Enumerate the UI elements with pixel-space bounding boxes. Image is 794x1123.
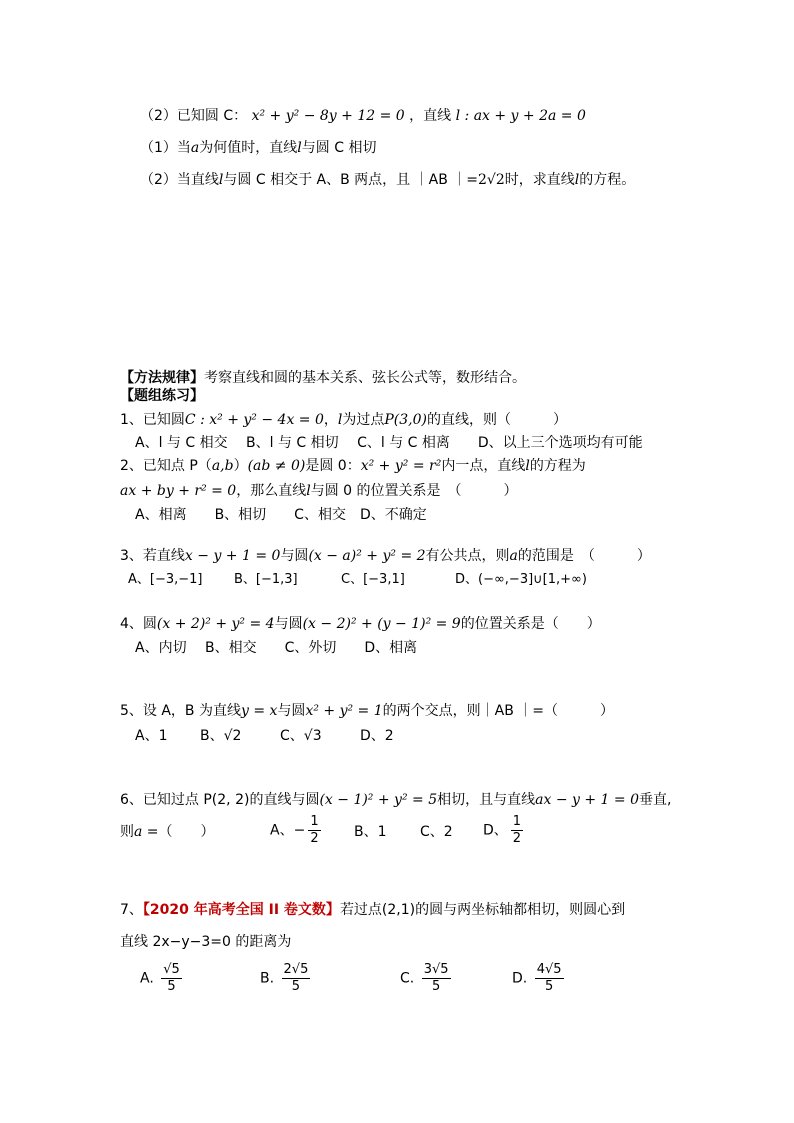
p6-line2-a: 则	[120, 824, 134, 840]
q2-sub2-b: 与圆 C 相交于 A、B 两点，且 ｜AB ｜=	[223, 172, 478, 188]
p5-stem-b: 与圆	[277, 703, 306, 719]
p6-stem	[120, 790, 671, 810]
practice-heading: 【题组练习】	[120, 388, 204, 404]
p3-stem-a: 3、若直线	[120, 548, 185, 564]
p2-condition: (ab ≠ 0)	[247, 458, 306, 474]
p7-opt-d-label: D.	[512, 970, 528, 987]
p7-opt-c-fraction	[422, 962, 451, 995]
p6-opt-a-num: 1	[310, 814, 319, 829]
p7-opt-c-label: C.	[400, 970, 415, 987]
p7-stem-a: 若过点(2,1)的圆与两坐标轴都相切，则圆心到	[339, 902, 626, 918]
method-line	[120, 368, 526, 388]
p2-stem-b: ）	[233, 458, 248, 474]
p7-stem	[120, 900, 625, 920]
p3-stem-c: 有公共点，则	[425, 548, 510, 564]
p7-opt-a	[140, 962, 185, 995]
p7-opt-d-num: 4√5	[536, 962, 562, 977]
p6-circle-equation: (x − 1)² + y² = 5	[319, 792, 438, 808]
q2-line1	[140, 106, 586, 126]
p2-stem-c: 是圆 0：	[305, 458, 361, 474]
p7-opt-b-den: 5	[291, 979, 301, 994]
p1-stem-d: 的直线，则（ ）	[426, 412, 567, 428]
p6-opt-d-num: 1	[512, 814, 522, 829]
p2-stem-l: l	[525, 458, 530, 474]
p6-opt-a-fraction	[308, 814, 320, 847]
p7-opt-c	[400, 962, 454, 995]
p5-opt-a: A、1	[135, 728, 168, 744]
p3-opt-c: C、[−3,1]	[341, 572, 405, 587]
p6-opt-d-den: 2	[512, 831, 522, 846]
p6-line-equation: ax − y + 1 = 0	[535, 792, 639, 808]
p6-opt-b: B、1	[354, 824, 387, 840]
p4-stem-c: 的位置关系是（ ）	[460, 616, 601, 632]
p2-stem-line2	[120, 481, 518, 501]
p6-opt-a-den: 2	[310, 831, 319, 846]
p5-stem	[120, 701, 614, 721]
p5-line-equation: y = x	[241, 703, 278, 719]
p2-stem	[120, 456, 586, 476]
p1-circle-equation: C : x² + y² − 4x = 0	[184, 412, 324, 428]
p3-stem	[120, 546, 651, 566]
p7-stem-line2: 直线 2x−y−3=0 的距离为	[120, 934, 292, 950]
p3-opt-b: B、[−1,3]	[234, 572, 298, 587]
p7-opt-a-den: 5	[167, 979, 176, 994]
p5-stem-a: 5、设 A，B 为直线	[120, 703, 241, 719]
p3-line-equation: x − y + 1 = 0	[184, 548, 281, 564]
p3-var: a	[509, 548, 518, 564]
p7-opt-b-fraction	[282, 962, 311, 995]
p1-stem-b: ，	[323, 412, 338, 428]
p2-line-equation: ax + by + r² = 0	[120, 483, 237, 499]
p7-opt-d-fraction	[535, 962, 564, 995]
p1-stem-l: l	[337, 412, 343, 428]
q2-prefix: （2）已知圆 C：	[140, 108, 248, 124]
p3-opt-a: A、[−3,−1]	[128, 572, 203, 587]
p2-line2-l: l	[306, 483, 311, 499]
p2-line2-b: 与圆 0 的位置关系是 （ ）	[310, 483, 518, 499]
q2-line-equation: l : ax + y + 2a = 0	[455, 108, 586, 124]
q2-sub2-l2: l	[574, 172, 580, 188]
p4-circle1-equation: (x + 2)² + y² = 4	[156, 616, 275, 632]
p4-options: A、内切 B、相交 C、外切 D、相离	[135, 640, 418, 656]
method-tag: 【方法规律】	[120, 370, 204, 386]
q2-mid: ，直线	[409, 108, 452, 124]
p2-options: A、相离 B、相切 C、相交 D、不确定	[135, 507, 427, 523]
p7-opt-d-den: 5	[544, 979, 554, 994]
p5-opt-d: D、2	[360, 728, 394, 744]
q2-sub2-d: 的方程。	[579, 172, 636, 188]
p6-stem-c: 垂直,	[638, 792, 672, 808]
p6-opt-c: C、2	[420, 824, 453, 840]
p6-opt-d	[483, 814, 526, 847]
p1-stem	[120, 410, 567, 430]
p5-circle-equation: x² + y² = 1	[305, 703, 383, 719]
p6-opt-a-label: A、−	[270, 822, 306, 839]
p7-opt-c-den: 5	[431, 979, 441, 994]
p6-stem-b: 相切，且与直线	[437, 792, 536, 808]
p2-line2-a: ，那么直线	[236, 483, 307, 499]
p6-opt-d-label: D、	[483, 822, 508, 839]
p6-a-equals: a =	[134, 824, 159, 840]
p6-line2-b: （ ）	[158, 824, 215, 840]
p6-opt-d-fraction	[511, 814, 523, 847]
q2-sub1-a: （1）当	[140, 140, 191, 156]
p2-stem-e: 的方程为	[529, 458, 586, 474]
q2-sub1-var: a	[190, 140, 200, 156]
p4-stem-b: 与圆	[274, 616, 303, 632]
q2-sub2-a: （2）当直线	[140, 172, 219, 188]
p7-opt-c-num: 3√5	[423, 962, 449, 977]
p7-opt-b-num: 2√5	[283, 962, 309, 977]
p3-opt-d: D、(−∞,−3]∪[1,+∞)	[455, 572, 587, 587]
q2-circle-equation: x² + y² − 8y + 12 = 0	[251, 108, 405, 124]
q2-sub1-c: 与圆 C 相切	[301, 140, 377, 156]
p7-opt-a-fraction	[161, 962, 182, 995]
p7-opt-b	[260, 962, 313, 995]
p2-point: a,b	[211, 458, 234, 474]
p1-stem-a: 1、已知圆	[120, 412, 185, 428]
p4-circle2-equation: (x − 2)² + (y − 1)² = 9	[302, 616, 461, 632]
p5-opt-c: C、√3	[280, 728, 322, 744]
q2-sub1-l: l	[297, 140, 302, 156]
q2-sub2-value: 2√2	[477, 172, 505, 188]
q2-sub1	[140, 138, 376, 158]
p2-circle-equation: x² + y² = r²	[360, 458, 442, 474]
p3-circle-equation: (x − a)² + y² = 2	[308, 548, 426, 564]
p1-stem-c: 为过点	[342, 412, 385, 428]
p7-number: 7、	[120, 902, 143, 918]
p2-stem-a: 2、已知点 P（	[120, 458, 212, 474]
p3-stem-d: 的范围是 （ ）	[517, 548, 651, 564]
q2-sub2-c: 时，求直线	[504, 172, 575, 188]
p6-line2-left	[120, 822, 215, 842]
p7-opt-a-num: √5	[163, 962, 180, 977]
p4-stem	[120, 614, 601, 634]
p7-opt-d	[512, 962, 567, 995]
p4-stem-a: 4、圆	[120, 616, 157, 632]
method-text: 考察直线和圆的基本关系、弦长公式等，数形结合。	[204, 370, 526, 386]
p5-stem-c: 的两个交点，则｜AB ｜=（ ）	[382, 703, 615, 719]
q2-sub2	[140, 170, 635, 190]
p3-stem-b: 与圆	[280, 548, 309, 564]
p1-options: A、l 与 C 相交 B、l 与 C 相切 C、l 与 C 相离 D、以上三个选项均有可能	[135, 435, 643, 451]
p2-stem-d: 内一点，直线	[441, 458, 526, 474]
p1-point: P(3,0)	[384, 412, 427, 428]
q2-sub2-l: l	[218, 172, 224, 188]
p7-source-tag: 【2020 年高考全国 II 卷文数】	[142, 902, 340, 918]
p7-opt-a-label: A.	[140, 970, 154, 987]
p7-opt-b-label: B.	[260, 970, 275, 987]
p6-opt-a	[270, 814, 324, 847]
q2-sub1-b: 为何值时，直线	[199, 140, 298, 156]
p6-stem-a: 6、已知过点 P(2, 2)的直线与圆	[120, 792, 320, 808]
p5-opt-b: B、√2	[200, 728, 242, 744]
